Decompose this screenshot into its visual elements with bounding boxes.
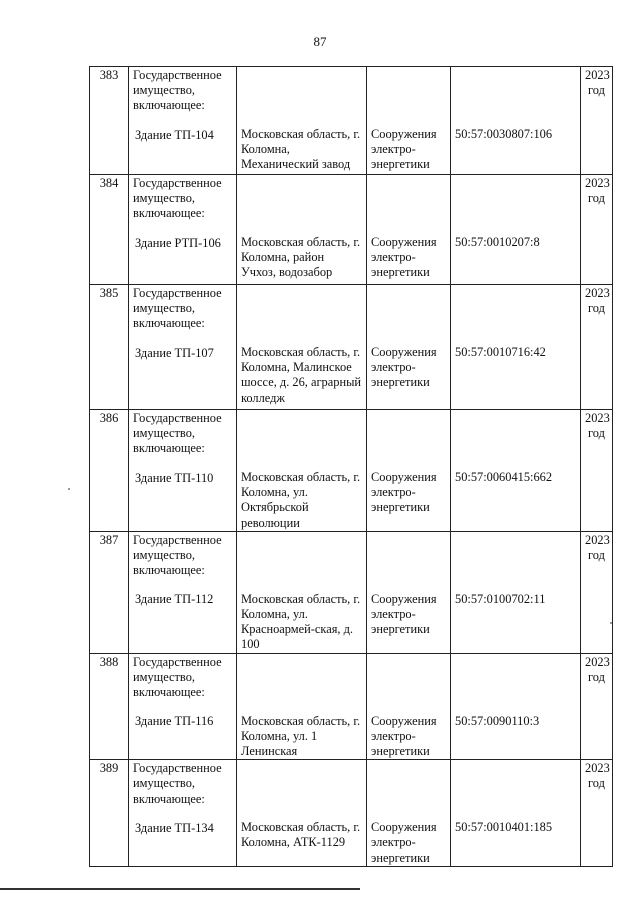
spacer	[133, 578, 232, 592]
object-address-cell	[237, 653, 367, 760]
object-category: Сооружения электро-энергетики	[371, 345, 437, 390]
object-address: Московская область, г. Коломна, ул. Октябрьской революции	[241, 470, 361, 530]
object-address: Московская область, г. Коломна, Малинское шоссе, д. 26, аграрный колледж	[241, 345, 362, 405]
spacer	[133, 807, 232, 821]
spacer	[371, 655, 446, 714]
object-category-cell	[367, 760, 451, 867]
spacer	[455, 411, 576, 470]
cadastral-number: 50:57:0060415:662	[455, 470, 553, 484]
object-address-cell	[237, 531, 367, 653]
object-group-heading: Государственное имущество, включающее:	[133, 761, 222, 806]
spacer	[371, 176, 446, 235]
spacer	[241, 286, 362, 345]
object-category: Сооружения электро-энергетики	[371, 127, 437, 172]
property-registry-table	[89, 66, 613, 867]
object-group-heading: Государственное имущество, включающее:	[133, 176, 222, 221]
object-category: Сооружения электро-энергетики	[371, 591, 437, 637]
scan-bottom-edge	[0, 888, 360, 890]
object-category-cell	[367, 67, 451, 175]
object-address-cell	[237, 67, 367, 175]
spacer	[133, 700, 232, 714]
object-category-cell	[367, 653, 451, 760]
object-group-heading: Государственное имущество, включающее:	[133, 411, 222, 456]
spacer	[455, 533, 576, 592]
year-cell: 2023 год	[581, 410, 613, 532]
row-number: 389	[90, 760, 129, 867]
object-category-cell	[367, 285, 451, 410]
spacer	[133, 222, 232, 236]
table-row	[90, 760, 613, 867]
object-category: Сооружения электро-энергетики	[371, 820, 437, 865]
object-address: Московская область, г. Коломна, ул. 1 Ленинская	[241, 713, 361, 759]
object-name: Здание ТП-112	[135, 592, 214, 607]
spacer	[241, 68, 362, 127]
object-category: Сооружения электро-энергетики	[371, 235, 437, 280]
cadastral-number-cell	[451, 531, 581, 653]
spacer	[241, 411, 362, 470]
cadastral-number: 50:57:0010716:42	[455, 345, 546, 359]
object-group-heading: Государственное имущество, включающее:	[133, 286, 222, 331]
table-row	[90, 175, 613, 285]
cadastral-number-cell	[451, 67, 581, 175]
object-address-cell	[237, 285, 367, 410]
object-address: Московская область, г. Коломна, Механический завод	[241, 127, 361, 172]
object-description-cell	[129, 760, 237, 867]
row-number: 383	[90, 67, 129, 175]
object-address: Московская область, г. Коломна, район Учхоз, водозабор	[241, 235, 361, 280]
spacer	[455, 286, 576, 345]
object-address-cell	[237, 175, 367, 285]
spacer	[133, 114, 232, 128]
registry-body	[90, 67, 613, 867]
object-name: Здание ТП-104	[135, 127, 214, 142]
spacer	[371, 533, 446, 592]
object-group-heading: Государственное имущество, включающее:	[133, 532, 222, 578]
object-category: Сооружения электро-энергетики	[371, 713, 437, 759]
cadastral-number: 50:57:0100702:11	[455, 591, 546, 606]
spacer	[455, 655, 576, 714]
cadastral-number-cell	[451, 653, 581, 760]
object-name: Здание ТП-107	[135, 345, 214, 360]
row-number: 388	[90, 653, 129, 760]
object-address-cell	[237, 760, 367, 867]
spacer	[241, 176, 362, 235]
cadastral-number-cell	[451, 410, 581, 532]
spacer	[133, 332, 232, 346]
object-description-cell	[129, 175, 237, 285]
row-number: 385	[90, 285, 129, 410]
spacer	[371, 68, 446, 127]
object-group-heading: Государственное имущество, включающее:	[133, 654, 222, 700]
spacer	[455, 68, 576, 127]
table-row	[90, 285, 613, 410]
object-category-cell	[367, 410, 451, 532]
object-address: Московская область, г. Коломна, АТК-1129	[241, 820, 361, 850]
year-cell: 2023 год	[581, 67, 613, 175]
year-cell: 2023 год	[581, 285, 613, 410]
cadastral-number-cell	[451, 285, 581, 410]
spacer	[371, 761, 446, 820]
object-description-cell	[129, 531, 237, 653]
cadastral-number: 50:57:0090110:3	[455, 713, 540, 728]
object-group-heading: Государственное имущество, включающее:	[133, 68, 222, 113]
year-cell: 2023 год	[581, 175, 613, 285]
object-category: Сооружения электро-энергетики	[371, 470, 437, 515]
object-description-cell	[129, 653, 237, 760]
object-address-cell	[237, 410, 367, 532]
cadastral-number: 50:57:0030807:106	[455, 127, 553, 141]
scan-speck	[68, 488, 70, 490]
cadastral-number: 50:57:0010207:8	[455, 235, 540, 249]
row-number: 387	[90, 531, 129, 653]
year-cell: 2023 год	[581, 760, 613, 867]
year-cell: 2023 год	[581, 653, 613, 760]
spacer	[241, 655, 362, 714]
scan-speck	[610, 622, 612, 624]
object-name: Здание РТП-106	[135, 235, 221, 250]
object-description-cell	[129, 410, 237, 532]
object-name: Здание ТП-110	[135, 470, 214, 485]
spacer	[371, 286, 446, 345]
object-category-cell	[367, 175, 451, 285]
spacer	[241, 761, 362, 820]
object-name: Здание ТП-134	[135, 820, 214, 835]
row-number: 384	[90, 175, 129, 285]
object-description-cell	[129, 67, 237, 175]
cadastral-number: 50:57:0010401:185	[455, 820, 553, 835]
year-cell: 2023 год	[581, 531, 613, 653]
object-category-cell	[367, 531, 451, 653]
page-number: 87	[313, 34, 327, 49]
table-row	[90, 653, 613, 760]
table-row	[90, 67, 613, 175]
spacer	[241, 533, 362, 592]
object-address: Московская область, г. Коломна, ул. Красноармей-ская, д. 100	[241, 591, 361, 652]
cadastral-number-cell	[451, 760, 581, 867]
spacer	[371, 411, 446, 470]
object-description-cell	[129, 285, 237, 410]
table-row	[90, 410, 613, 532]
cadastral-number-cell	[451, 175, 581, 285]
object-name: Здание ТП-116	[135, 714, 214, 729]
spacer	[455, 176, 576, 235]
spacer	[133, 457, 232, 471]
spacer	[455, 761, 576, 820]
row-number: 386	[90, 410, 129, 532]
table-row	[90, 531, 613, 653]
